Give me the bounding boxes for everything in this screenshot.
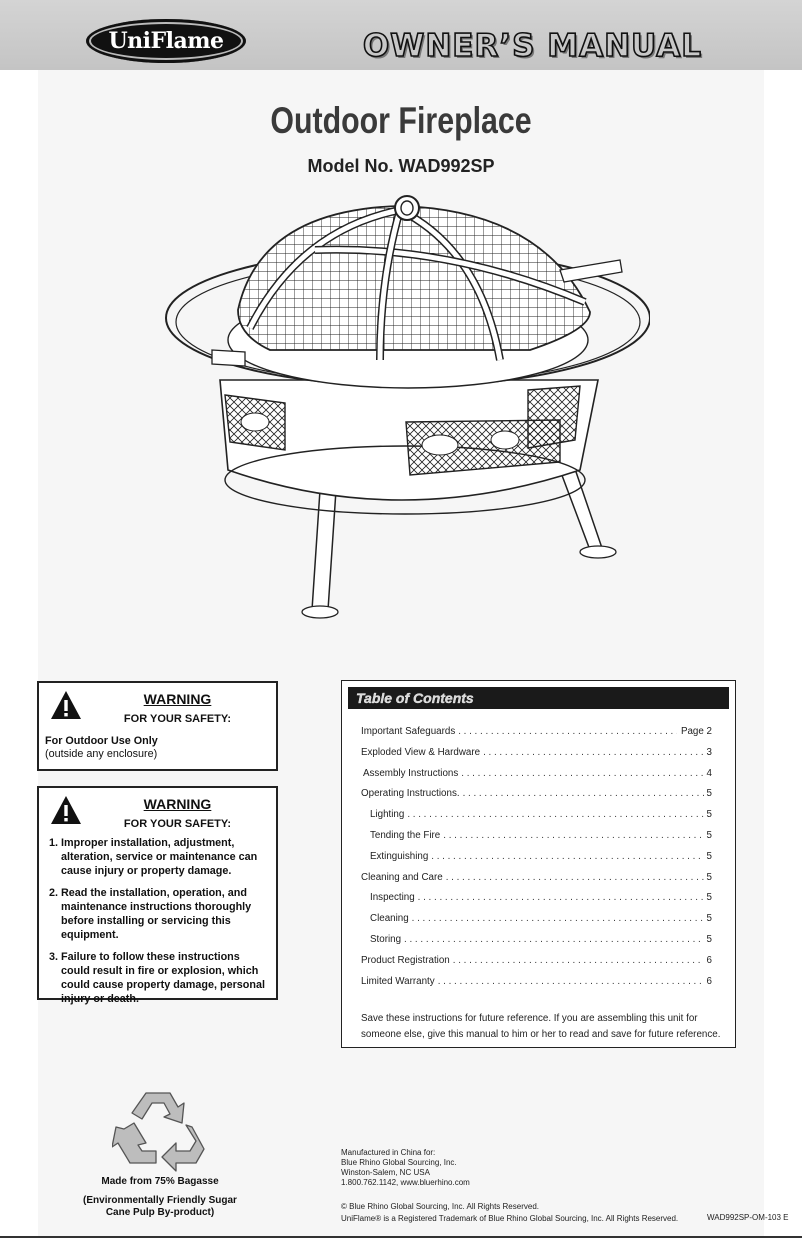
toc-row <box>361 955 712 976</box>
warning-item: 3. Failure to follow these instructions could result in fire or explosion, which could cause property damage, personal injury or death. <box>61 950 270 1006</box>
toc-row <box>361 976 712 997</box>
toc-row-page: 6 <box>706 954 712 966</box>
warning-subheading: FOR YOUR SAFETY: <box>123 818 232 830</box>
toc-row-page: 5 <box>706 788 712 800</box>
toc-row <box>361 851 712 872</box>
save-instructions-note: Save these instructions for future reference. If you are assembling this unit for someone else, give this manual to him or her to read and save for future reference. <box>361 1013 721 1040</box>
toc-row <box>361 747 712 768</box>
toc-row <box>361 830 712 851</box>
toc-row <box>361 913 712 934</box>
toc-row-page: 6 <box>706 975 712 987</box>
warning-item: 1. Improper installation, adjustment, alteration, service or maintenance can cause injury or property damage. <box>61 836 270 878</box>
toc-row <box>361 892 712 913</box>
toc-row <box>361 934 712 955</box>
toc-row <box>361 726 712 747</box>
recycle-icon <box>112 1087 208 1173</box>
mfr-line: 1.800.762.1142, www.bluerhino.com <box>341 1178 470 1187</box>
toc-row-label: Assembly Instructions <box>363 767 459 779</box>
toc-row-label: Inspecting <box>370 892 415 904</box>
mfr-line: Winston-Salem, NC USA <box>341 1168 430 1177</box>
toc-row-page: 5 <box>706 850 712 862</box>
toc-row-label: Cleaning and Care <box>361 871 443 883</box>
copyright-line: © Blue Rhino Global Sourcing, Inc. All Rights Reserved. <box>341 1202 539 1211</box>
toc-row-page: 5 <box>706 809 712 821</box>
toc-row-label: Storing <box>370 933 402 945</box>
toc-row <box>361 872 712 893</box>
product-title: Outdoor Fireplace <box>270 100 532 141</box>
toc-row-page: 5 <box>706 913 712 925</box>
toc-row <box>361 809 712 830</box>
warning-outdoor-use <box>37 681 278 771</box>
toc-row-label: Operating Instructions. <box>361 788 460 800</box>
toc-row-label: Cleaning <box>370 913 409 925</box>
bottom-rule <box>0 1236 802 1238</box>
copyright-block <box>341 1201 678 1224</box>
toc-row-label: Limited Warranty <box>361 975 435 987</box>
toc-row-page: 5 <box>706 933 712 945</box>
warning-installation <box>37 786 278 1005</box>
enclosure-line: (outside any enclosure) <box>45 748 158 760</box>
mfr-line: Blue Rhino Global Sourcing, Inc. <box>341 1158 457 1167</box>
table-of-contents <box>341 680 736 1048</box>
bagasse-caption: Made from 75% Bagasse <box>101 1176 219 1187</box>
toc-row-label: Exploded View & Hardware <box>361 746 481 758</box>
toc-row-label: Product Registration <box>361 954 450 966</box>
manufacturer-info <box>341 1148 470 1188</box>
manual-title: OWNER’S MANUAL <box>362 28 702 64</box>
document-number: WAD992SP-OM-103 E <box>707 1213 789 1222</box>
warning-item: 2. Read the installation, operation, and maintenance instructions thoroughly before installing or servicing this equipment. <box>61 886 270 942</box>
warning-triangle-icon <box>49 689 83 721</box>
outdoor-use-line: For Outdoor Use Only <box>45 735 158 747</box>
toc-row <box>361 768 712 789</box>
uniflame-logo <box>86 19 246 63</box>
toc-row-label: Extinguishing <box>370 850 429 862</box>
toc-title: Table of Contents <box>356 690 474 706</box>
warning-triangle-icon <box>49 794 83 826</box>
mfr-line: Manufactured in China for: <box>341 1148 436 1157</box>
warning-heading: WARNING <box>143 691 212 707</box>
fire-pit-illustration <box>150 190 650 630</box>
brand-name: UniFlame <box>108 28 224 54</box>
toc-row-label: Tending the Fire <box>370 829 441 841</box>
toc-row-page: 5 <box>706 829 712 841</box>
toc-row-page: 5 <box>706 892 712 904</box>
toc-row <box>361 788 712 809</box>
toc-row-label: Lighting <box>370 809 405 821</box>
trademark-line: UniFlame® is a Registered Trademark of Blue Rhino Global Sourcing, Inc. All Rights Reserved. <box>341 1213 679 1223</box>
toc-list <box>361 726 712 996</box>
toc-row-page: 4 <box>706 767 712 779</box>
toc-header <box>348 687 729 709</box>
warning-subheading: FOR YOUR SAFETY: <box>123 713 232 725</box>
toc-row-page: 3 <box>706 746 712 758</box>
toc-row-page: 5 <box>706 871 712 883</box>
toc-row-label: Important Safeguards <box>361 726 456 737</box>
toc-row-page: Page 2 <box>680 726 712 737</box>
bagasse-note: (Environmentally Friendly Sugar Cane Pulp By-product) <box>83 1195 237 1218</box>
warning-heading: WARNING <box>143 796 212 812</box>
model-number: Model No. WAD992SP <box>307 156 495 176</box>
